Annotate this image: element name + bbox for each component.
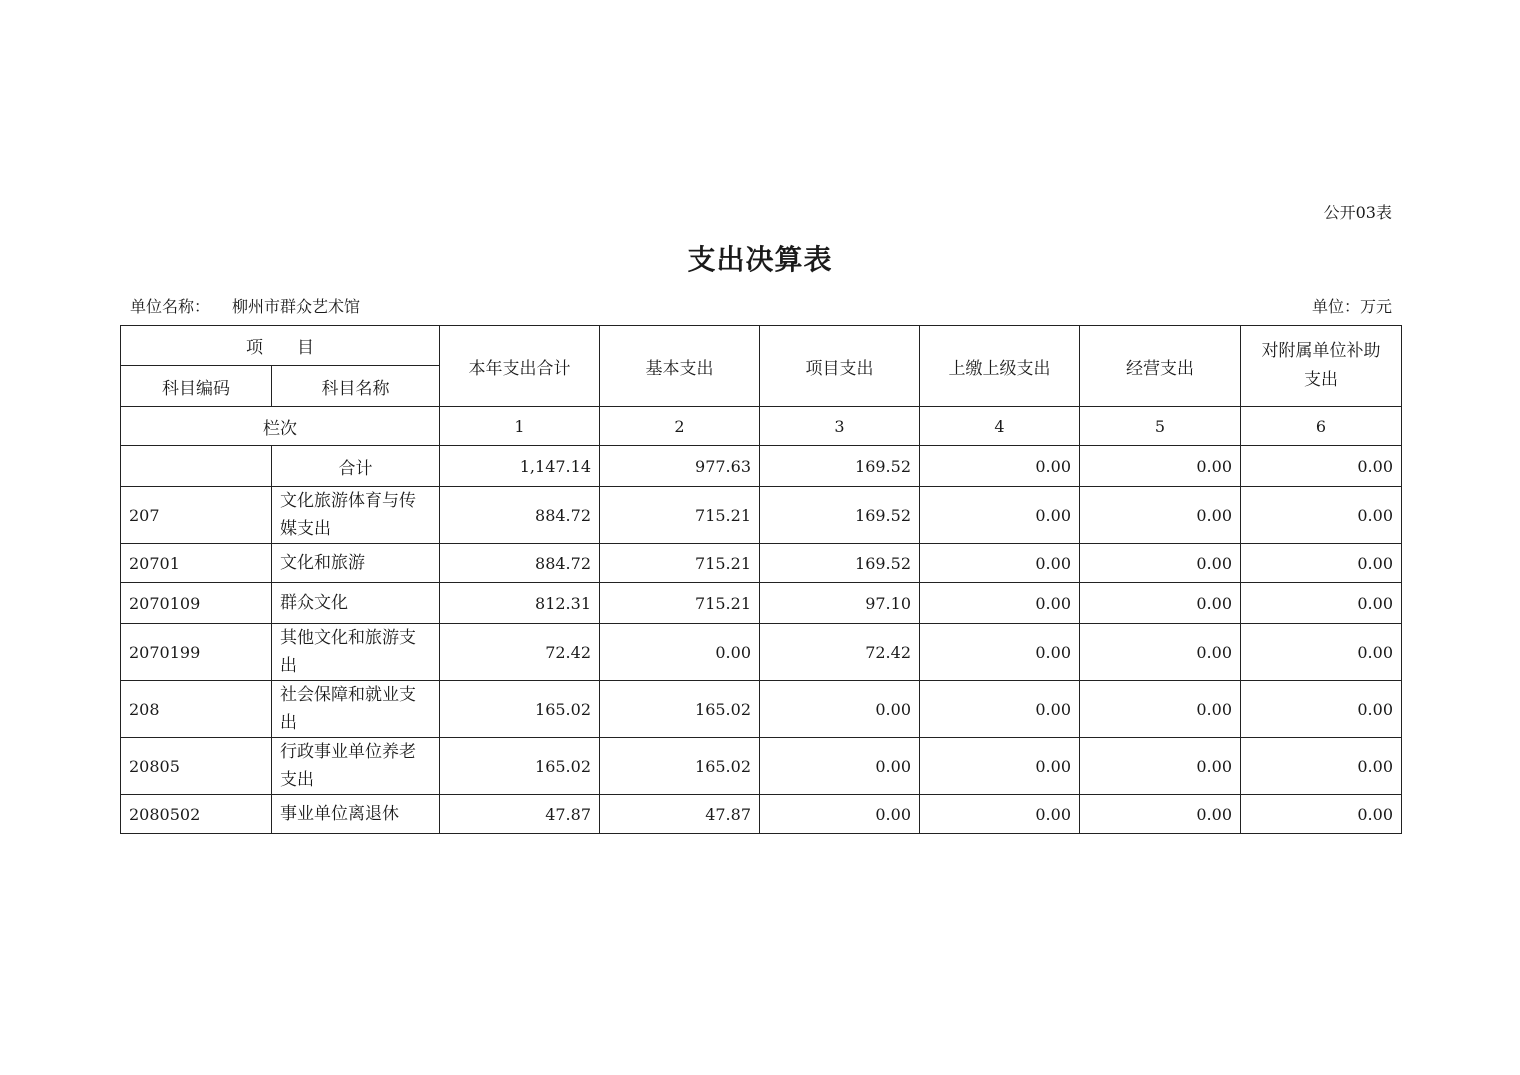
row-name: 其他文化和旅游支出 — [272, 624, 440, 681]
row-value: 0.00 — [760, 738, 920, 795]
total-row — [121, 446, 1402, 487]
header-col-business: 经营支出 — [1080, 326, 1241, 407]
row-value: 0.00 — [760, 681, 920, 738]
header-col-subsidy: 对附属单位补助支出 — [1241, 326, 1402, 407]
row-code: 2070199 — [121, 624, 272, 681]
row-name: 文化旅游体育与传媒支出 — [272, 487, 440, 544]
row-value: 812.31 — [440, 583, 600, 624]
unit-name-value: 柳州市群众艺术馆 — [232, 297, 361, 316]
header-col-total: 本年支出合计 — [440, 326, 600, 407]
table-row — [121, 738, 1402, 795]
total-code-cell — [121, 446, 272, 487]
row-value: 169.52 — [760, 544, 920, 583]
row-value: 0.00 — [1241, 487, 1402, 544]
row-value: 884.72 — [440, 544, 600, 583]
row-value: 0.00 — [1241, 624, 1402, 681]
row-name: 文化和旅游 — [272, 544, 440, 583]
form-code: 公开03表 — [1323, 203, 1392, 222]
total-value: 0.00 — [1080, 446, 1241, 487]
row-value: 0.00 — [1080, 681, 1241, 738]
row-value: 0.00 — [920, 583, 1080, 624]
row-value: 72.42 — [440, 624, 600, 681]
currency-unit: 单位：万元 — [1311, 297, 1392, 316]
header-item-group: 项 目 — [121, 326, 440, 366]
row-value: 0.00 — [920, 544, 1080, 583]
row-value: 0.00 — [920, 738, 1080, 795]
header-row-1 — [121, 326, 1402, 366]
row-value: 165.02 — [600, 681, 760, 738]
column-index-row — [121, 407, 1402, 446]
row-value: 169.52 — [760, 487, 920, 544]
row-value: 0.00 — [1241, 583, 1402, 624]
row-value: 0.00 — [1080, 738, 1241, 795]
row-value: 0.00 — [1241, 544, 1402, 583]
row-value: 0.00 — [1241, 738, 1402, 795]
row-value: 715.21 — [600, 544, 760, 583]
header-name: 科目名称 — [272, 366, 440, 407]
row-value: 72.42 — [760, 624, 920, 681]
total-label: 合计 — [272, 446, 440, 487]
row-value: 0.00 — [920, 681, 1080, 738]
row-value: 165.02 — [440, 738, 600, 795]
row-code: 207 — [121, 487, 272, 544]
row-value: 0.00 — [920, 624, 1080, 681]
table-row — [121, 487, 1402, 544]
table-row — [121, 583, 1402, 624]
total-value: 169.52 — [760, 446, 920, 487]
row-value: 0.00 — [1080, 487, 1241, 544]
column-number: 5 — [1080, 407, 1241, 446]
row-index-label: 栏次 — [121, 407, 440, 446]
expenditure-table — [120, 325, 1402, 834]
column-number: 2 — [600, 407, 760, 446]
row-value: 97.10 — [760, 583, 920, 624]
column-number: 3 — [760, 407, 920, 446]
row-value: 0.00 — [920, 487, 1080, 544]
row-code: 20701 — [121, 544, 272, 583]
total-value: 0.00 — [1241, 446, 1402, 487]
table-row — [121, 544, 1402, 583]
row-value: 47.87 — [440, 795, 600, 834]
header-code: 科目编码 — [121, 366, 272, 407]
table-row — [121, 624, 1402, 681]
row-value: 0.00 — [1080, 544, 1241, 583]
row-name: 社会保障和就业支出 — [272, 681, 440, 738]
total-value: 0.00 — [920, 446, 1080, 487]
column-number: 6 — [1241, 407, 1402, 446]
table-row — [121, 795, 1402, 834]
table-row — [121, 681, 1402, 738]
row-value: 715.21 — [600, 487, 760, 544]
page-title: 支出决算表 — [687, 243, 833, 276]
header-col-project: 项目支出 — [760, 326, 920, 407]
row-value: 715.21 — [600, 583, 760, 624]
row-code: 2080502 — [121, 795, 272, 834]
row-name: 事业单位离退休 — [272, 795, 440, 834]
header-col-upper: 上缴上级支出 — [920, 326, 1080, 407]
header-col-basic: 基本支出 — [600, 326, 760, 407]
total-value: 977.63 — [600, 446, 760, 487]
column-number: 4 — [920, 407, 1080, 446]
total-value: 1,147.14 — [440, 446, 600, 487]
row-value: 0.00 — [600, 624, 760, 681]
row-value: 0.00 — [920, 795, 1080, 834]
row-value: 884.72 — [440, 487, 600, 544]
row-name: 行政事业单位养老支出 — [272, 738, 440, 795]
row-value: 0.00 — [1080, 624, 1241, 681]
row-code: 2070109 — [121, 583, 272, 624]
column-number: 1 — [440, 407, 600, 446]
row-value: 0.00 — [1241, 795, 1402, 834]
unit-name — [130, 294, 360, 317]
row-value: 0.00 — [1080, 795, 1241, 834]
row-value: 0.00 — [1080, 583, 1241, 624]
row-value: 47.87 — [600, 795, 760, 834]
row-value: 165.02 — [440, 681, 600, 738]
unit-name-label: 单位名称： — [130, 297, 211, 316]
row-name: 群众文化 — [272, 583, 440, 624]
row-code: 208 — [121, 681, 272, 738]
row-value: 165.02 — [600, 738, 760, 795]
row-value: 0.00 — [1241, 681, 1402, 738]
row-code: 20805 — [121, 738, 272, 795]
row-value: 0.00 — [760, 795, 920, 834]
meta-row — [130, 294, 1392, 317]
